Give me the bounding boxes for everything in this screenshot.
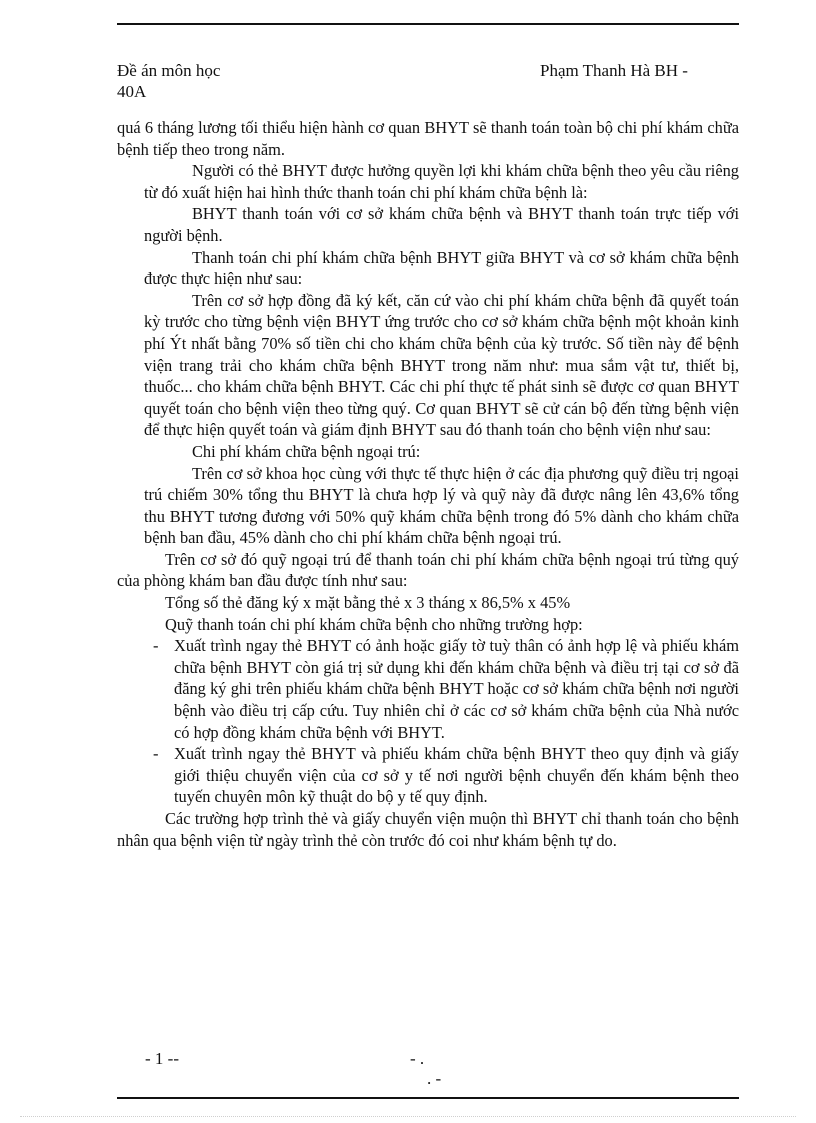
paragraph: BHYT thanh toán với cơ sở khám chữa bệnh và BHYT thanh toán trực tiếp với người bệnh. bbox=[144, 204, 739, 245]
header-author: Phạm Thanh Hà BH - bbox=[540, 61, 688, 80]
header-course-title: Đề án môn học bbox=[117, 61, 221, 80]
paragraph: Trên cơ sở hợp đồng đã ký kết, căn cứ vào chi phí khám chữa bệnh đã quyết toán kỳ trước cho từng bệnh viện BHYT ứng trước cho cơ sở khám chữa bệnh một khoản kinh phí Ýt nhất bằng 70% số tiền chi cho khám chữa bệnh của kỳ trước. Số tiền này để bệnh viện trang trải cho khám chữa bệnh BHYT trong năm như: mua sắm vật tư, thiết bị, thuốc... cho khám chữa bệnh BHYT. Các chi phí thực tế phát sinh sẽ được cơ quan BHYT quyết toán cho bệnh viện theo từng quý. Cơ quan BHYT sẽ cử cán bộ đến từng bệnh viện để thực hiện quyết toán và giám định BHYT sau đó thanh toán cho bệnh viện như sau: bbox=[144, 290, 739, 440]
footer-mark: - . bbox=[410, 1049, 425, 1068]
paragraph: Quỹ thanh toán chi phí khám chữa bệnh cho những trường hợp: bbox=[165, 614, 583, 634]
paragraph: Thanh toán chi phí khám chữa bệnh BHYT giữa BHYT và cơ sở khám chữa bệnh được thực hiện như sau: bbox=[144, 247, 739, 289]
paragraph: Trên cơ sở đó quỹ ngoại trú để thanh toán chi phí khám chữa bệnh ngoại trú từng quý của phòng khám ban đầu được tính như sau: bbox=[117, 549, 739, 591]
page-number: - 1 -- bbox=[145, 1049, 179, 1068]
header-author-class: 40A bbox=[117, 82, 147, 101]
footer-mark: . - bbox=[427, 1069, 442, 1088]
paragraph: Người có thẻ BHYT được hưởng quyền lợi khi khám chữa bệnh theo yêu cầu riêng từ đó xuất hiện hai hình thức thanh toán chi phí khám chữa bệnh là: bbox=[144, 161, 739, 202]
list-item-text: Xuất trình ngay thẻ BHYT có ảnh hoặc giấy tờ tuỳ thân có ảnh hợp lệ và phiếu khám chữa bệnh BHYT còn giá trị sử dụng khi đến khám chữa bệnh và điều trị tại cơ sở đã đăng ký ghi trên phiếu khám chữa bệnh BHYT hoặc cơ sở khám chữa bệnh nơi người bệnh vào điều trị cấp cứu. Tuy nhiên chỉ ở các cơ sở khám chữa bệnh của Nhà nước có hợp đồng khám chữa bệnh với BHYT. bbox=[174, 636, 739, 742]
list-item bbox=[117, 743, 739, 808]
bullet-list bbox=[117, 635, 739, 808]
paragraph-subheading: Chi phí khám chữa bệnh ngoại trú: bbox=[192, 441, 421, 461]
bullet-marker: - bbox=[153, 636, 159, 656]
bullet-marker: - bbox=[153, 744, 159, 764]
formula-line: Tổng số thẻ đăng ký x mặt bằng thẻ x 3 tháng x 86,5% x 45% bbox=[165, 593, 571, 613]
footer-rule bbox=[117, 1097, 739, 1099]
paragraph: Trên cơ sở khoa học cùng với thực tế thực hiện ở các địa phương quỹ điều trị ngoại trú chiếm 30% tổng thu BHYT là chưa hợp lý và quỹ này đã được nâng lên 43,6% tổng thu BHYT tương đương với 50% quỹ khám chữa bệnh trong đó 5% dành cho khám chữa bệnh ban đầu, 45% dành cho chi phí khám chữa bệnh ngoại trú. bbox=[144, 463, 739, 548]
page-edge-dotted-line bbox=[20, 1116, 796, 1117]
header-rule bbox=[117, 23, 739, 25]
list-item bbox=[117, 635, 739, 743]
paragraph-continued: quá 6 tháng lương tối thiểu hiện hành cơ quan BHYT sẽ thanh toán toàn bộ chi phí khám chữa bệnh tiếp theo trong năm. bbox=[117, 118, 739, 159]
document-body bbox=[117, 117, 739, 851]
list-item-text: Xuất trình ngay thẻ BHYT và phiếu khám chữa bệnh BHYT theo quy định và giấy giới thiệu chuyển viện của cơ sở y tế nơi người bệnh chuyển đến khám bệnh theo tuyến chuyên môn kỹ thuật do bộ y tế quy định. bbox=[174, 744, 739, 807]
closing-paragraph: Các trường hợp trình thẻ và giấy chuyển viện muộn thì BHYT chỉ thanh toán cho bệnh nhân qua bệnh viện từ ngày trình thẻ còn trước đó coi như khám bệnh tự do. bbox=[117, 809, 739, 850]
